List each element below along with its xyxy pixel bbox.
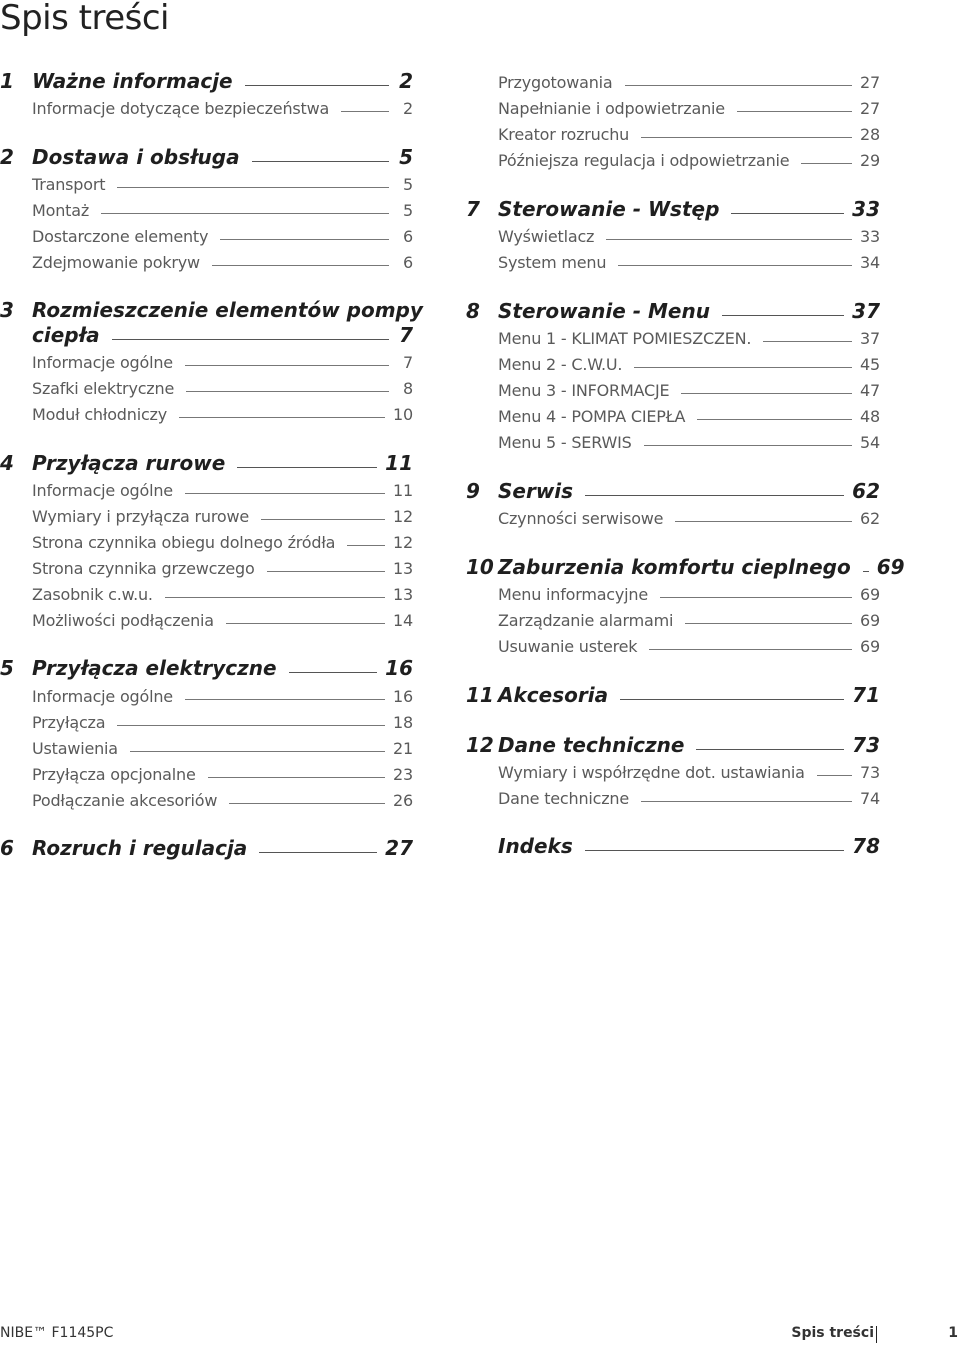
chapter-title: Przyłącza rurowe <box>32 451 226 475</box>
toc-entry[interactable] <box>466 431 880 455</box>
dot-leader <box>625 85 853 86</box>
chapter-number: 4 <box>0 451 14 475</box>
page-number: 73 <box>852 733 880 757</box>
toc-entry[interactable] <box>0 377 413 401</box>
page-number: 5 <box>403 175 413 194</box>
page-number: 6 <box>403 253 413 272</box>
page-number: 71 <box>852 683 880 707</box>
toc-entry[interactable] <box>0 685 413 709</box>
toc-entry[interactable] <box>466 225 880 249</box>
entry-title: Zarządzanie alarmami <box>498 611 674 630</box>
page-number: 33 <box>852 197 880 221</box>
chapter-title: Serwis <box>498 479 574 503</box>
chapter-number: 12 <box>466 733 494 757</box>
dot-leader <box>863 571 869 572</box>
toc-entry[interactable] <box>0 557 413 581</box>
entry-title: System menu <box>498 253 607 272</box>
page-number: 8 <box>403 379 413 398</box>
chapter-title: Ważne informacje <box>32 69 233 93</box>
chapter-title: Indeks <box>498 834 573 858</box>
page-number: 33 <box>860 227 880 246</box>
entry-title: Możliwości podłączenia <box>32 611 214 630</box>
page-number: 45 <box>860 355 880 374</box>
toc-entry[interactable] <box>0 173 413 197</box>
toc-chapter-4[interactable] <box>0 451 413 475</box>
toc-entry[interactable] <box>0 531 413 555</box>
entry-title: Montaż <box>32 201 90 220</box>
dot-leader <box>634 367 852 368</box>
toc-entry[interactable] <box>466 761 880 785</box>
entry-title: Strona czynnika grzewczego <box>32 559 255 578</box>
entry-title: Wymiary i przyłącza rurowe <box>32 507 250 526</box>
toc-entry[interactable] <box>0 225 413 249</box>
page-title: Spis treści <box>0 0 169 38</box>
footer-divider <box>876 1326 877 1343</box>
dot-leader <box>675 521 852 522</box>
dot-leader <box>347 545 385 546</box>
toc-entry[interactable] <box>0 505 413 529</box>
chapter-title: Akcesoria <box>498 683 609 707</box>
dot-leader <box>801 163 852 164</box>
toc-entry[interactable] <box>466 583 880 607</box>
entry-title: Czynności serwisowe <box>498 509 664 528</box>
toc-chapter-9[interactable] <box>466 479 880 503</box>
toc-entry[interactable] <box>0 403 413 427</box>
page-number: 37 <box>860 329 880 348</box>
dot-leader <box>585 495 844 496</box>
entry-title: Podłączanie akcesoriów <box>32 791 218 810</box>
toc-entry[interactable] <box>466 71 880 95</box>
entry-title: Usuwanie usterek <box>498 637 638 656</box>
page-number: 69 <box>876 555 905 579</box>
page-number: 16 <box>393 687 413 706</box>
toc-entry[interactable] <box>466 787 880 811</box>
chapter-number: 7 <box>466 197 480 221</box>
dot-leader <box>186 391 389 392</box>
page-number: 69 <box>860 611 880 630</box>
page-number: 12 <box>393 533 413 552</box>
dot-leader <box>208 777 385 778</box>
page-number: 48 <box>860 407 880 426</box>
toc-entry[interactable] <box>466 353 880 377</box>
dot-leader <box>620 699 844 700</box>
dot-leader <box>261 519 385 520</box>
toc-entry[interactable] <box>0 351 413 375</box>
toc-chapter-3-continued[interactable] <box>0 323 413 347</box>
dot-leader <box>697 419 852 420</box>
chapter-title-line2: ciepła <box>32 323 100 347</box>
page-number: 28 <box>860 125 880 144</box>
toc-entry[interactable] <box>466 379 880 403</box>
dot-leader <box>641 801 852 802</box>
dot-leader <box>101 213 389 214</box>
dot-leader <box>289 672 378 673</box>
dot-leader <box>731 213 844 214</box>
dot-leader <box>737 111 852 112</box>
chapter-title: Sterowanie - Wstęp <box>498 197 720 221</box>
footer-section-title: Spis treści <box>791 1325 874 1341</box>
page-number: 13 <box>393 585 413 604</box>
chapter-number: 9 <box>466 479 480 503</box>
page-number: 69 <box>860 637 880 656</box>
toc-entry[interactable] <box>466 123 880 147</box>
toc-entry[interactable] <box>466 327 880 351</box>
dot-leader <box>259 852 377 853</box>
page-number: 2 <box>399 69 413 93</box>
page-number: 62 <box>852 479 880 503</box>
toc-entry[interactable] <box>0 609 413 633</box>
toc-entry[interactable] <box>466 609 880 633</box>
page-number: 27 <box>860 73 880 92</box>
page-number: 27 <box>860 99 880 118</box>
dot-leader <box>112 339 389 340</box>
chapter-title: Przyłącza elektryczne <box>32 656 277 680</box>
chapter-number: 2 <box>0 145 14 169</box>
chapter-title: Dostawa i obsługa <box>32 145 240 169</box>
page-number: 7 <box>399 323 413 347</box>
chapter-number: 1 <box>0 69 14 93</box>
entry-title: Dane techniczne <box>498 789 630 808</box>
page-number: 37 <box>852 299 880 323</box>
dot-leader <box>212 265 389 266</box>
entry-title: Informacje dotyczące bezpieczeństwa <box>32 99 330 118</box>
entry-title: Kreator rozruchu <box>498 125 630 144</box>
toc-chapter-2[interactable] <box>0 145 413 169</box>
dot-leader <box>649 649 852 650</box>
dot-leader <box>185 493 385 494</box>
page-number: 29 <box>860 151 880 170</box>
page-number: 23 <box>393 765 413 784</box>
chapter-title-line1: Rozmieszczenie elementów pompy <box>32 298 423 322</box>
entry-title: Informacje ogólne <box>32 481 173 500</box>
entry-title: Wyświetlacz <box>498 227 595 246</box>
entry-title: Dostarczone elementy <box>32 227 209 246</box>
dot-leader <box>341 111 389 112</box>
dot-leader <box>817 775 852 776</box>
dot-leader <box>130 751 385 752</box>
page-number: 74 <box>860 789 880 808</box>
toc-chapter-7[interactable] <box>466 197 880 221</box>
page-number: 5 <box>403 201 413 220</box>
dot-leader <box>606 239 852 240</box>
page-number: 69 <box>860 585 880 604</box>
page-number: 34 <box>860 253 880 272</box>
dot-leader <box>117 187 389 188</box>
toc-entry[interactable] <box>0 97 413 121</box>
toc-entry[interactable] <box>0 251 413 275</box>
toc-chapter-11[interactable] <box>466 683 880 707</box>
toc-entry[interactable] <box>466 251 880 275</box>
page-number: 27 <box>385 836 413 860</box>
dot-leader <box>117 725 385 726</box>
toc-entry[interactable] <box>0 199 413 223</box>
toc-chapter-8[interactable] <box>466 299 880 323</box>
chapter-number: 11 <box>466 683 494 707</box>
entry-title: Menu 4 - POMPA CIEPŁA <box>498 407 686 426</box>
toc-entry[interactable] <box>0 479 413 503</box>
chapter-number: 8 <box>466 299 480 323</box>
dot-leader <box>226 623 385 624</box>
dot-leader <box>185 699 385 700</box>
entry-title: Informacje ogólne <box>32 353 173 372</box>
toc-entry[interactable] <box>466 97 880 121</box>
chapter-number: 3 <box>0 298 14 322</box>
toc-chapter-6[interactable] <box>0 836 413 860</box>
dot-leader <box>696 749 844 750</box>
footer-brand: NIBE™ F1145PC <box>0 1325 114 1341</box>
dot-leader <box>618 265 852 266</box>
entry-title: Szafki elektryczne <box>32 379 175 398</box>
dot-leader <box>681 393 852 394</box>
dot-leader <box>641 137 852 138</box>
toc-chapter-1[interactable] <box>0 69 413 93</box>
toc-entry[interactable] <box>466 405 880 429</box>
page-number: 16 <box>385 656 413 680</box>
entry-title: Menu 5 - SERWIS <box>498 433 632 452</box>
entry-title: Przygotowania <box>498 73 613 92</box>
chapter-number: 10 <box>466 555 494 579</box>
toc-chapter-12[interactable] <box>466 733 880 757</box>
page-number: 62 <box>860 509 880 528</box>
dot-leader <box>585 850 844 851</box>
chapter-title: Rozruch i regulacja <box>32 836 248 860</box>
toc-entry[interactable] <box>0 763 413 787</box>
page-number: 6 <box>403 227 413 246</box>
page-number: 73 <box>860 763 880 782</box>
dot-leader <box>185 365 389 366</box>
footer-page-number: 1 <box>948 1325 958 1341</box>
entry-title: Przyłącza opcjonalne <box>32 765 196 784</box>
entry-title: Informacje ogólne <box>32 687 173 706</box>
toc-entry[interactable] <box>466 507 880 531</box>
toc-entry[interactable] <box>0 737 413 761</box>
dot-leader <box>644 445 852 446</box>
chapter-title: Sterowanie - Menu <box>498 299 710 323</box>
page-number: 10 <box>393 405 413 424</box>
dot-leader <box>722 315 844 316</box>
entry-title: Wymiary i współrzędne dot. ustawiania <box>498 763 805 782</box>
toc-chapter-10[interactable] <box>466 555 905 579</box>
page-number: 18 <box>393 713 413 732</box>
toc-entry[interactable] <box>466 635 880 659</box>
page-number: 7 <box>403 353 413 372</box>
page-number: 13 <box>393 559 413 578</box>
dot-leader <box>229 803 385 804</box>
dot-leader <box>763 341 852 342</box>
toc-index[interactable] <box>466 834 880 858</box>
entry-title: Zdejmowanie pokryw <box>32 253 200 272</box>
entry-title: Menu informacyjne <box>498 585 649 604</box>
dot-leader <box>220 239 389 240</box>
dot-leader <box>165 597 385 598</box>
page-number: 14 <box>393 611 413 630</box>
dot-leader <box>237 467 377 468</box>
page-footer <box>0 1323 960 1345</box>
entry-title: Późniejsza regulacja i odpowietrzanie <box>498 151 790 170</box>
toc-entry[interactable] <box>466 149 880 173</box>
entry-title: Ustawienia <box>32 739 118 758</box>
dot-leader <box>660 597 852 598</box>
page-number: 11 <box>385 451 413 475</box>
toc-chapter-5[interactable] <box>0 656 413 680</box>
page-number: 11 <box>393 481 413 500</box>
chapter-number: 5 <box>0 656 14 680</box>
page-number: 5 <box>399 145 413 169</box>
page-number: 47 <box>860 381 880 400</box>
chapter-number: 6 <box>0 836 14 860</box>
entry-title: Strona czynnika obiegu dolnego źródła <box>32 533 336 552</box>
entry-title: Przyłącza <box>32 713 106 732</box>
page-number: 78 <box>852 834 880 858</box>
toc-entry[interactable] <box>0 583 413 607</box>
entry-title: Menu 2 - C.W.U. <box>498 355 623 374</box>
entry-title: Transport <box>32 175 106 194</box>
chapter-title: Zaburzenia komfortu cieplnego <box>498 555 851 579</box>
entry-title: Zasobnik c.w.u. <box>32 585 153 604</box>
page-number: 2 <box>403 99 413 118</box>
dot-leader <box>179 417 385 418</box>
entry-title: Moduł chłodniczy <box>32 405 168 424</box>
dot-leader <box>267 571 385 572</box>
toc-chapter-3[interactable] <box>0 298 423 322</box>
dot-leader <box>685 623 852 624</box>
page-number: 54 <box>860 433 880 452</box>
dot-leader <box>252 161 389 162</box>
entry-title: Napełnianie i odpowietrzanie <box>498 99 725 118</box>
entry-title: Menu 3 - INFORMACJE <box>498 381 670 400</box>
toc-entry[interactable] <box>0 789 413 813</box>
page-number: 26 <box>393 791 413 810</box>
toc-entry[interactable] <box>0 711 413 735</box>
page-number: 21 <box>393 739 413 758</box>
chapter-title: Dane techniczne <box>498 733 685 757</box>
page-number: 12 <box>393 507 413 526</box>
entry-title: Menu 1 - KLIMAT POMIESZCZEN. <box>498 329 752 348</box>
dot-leader <box>245 85 389 86</box>
